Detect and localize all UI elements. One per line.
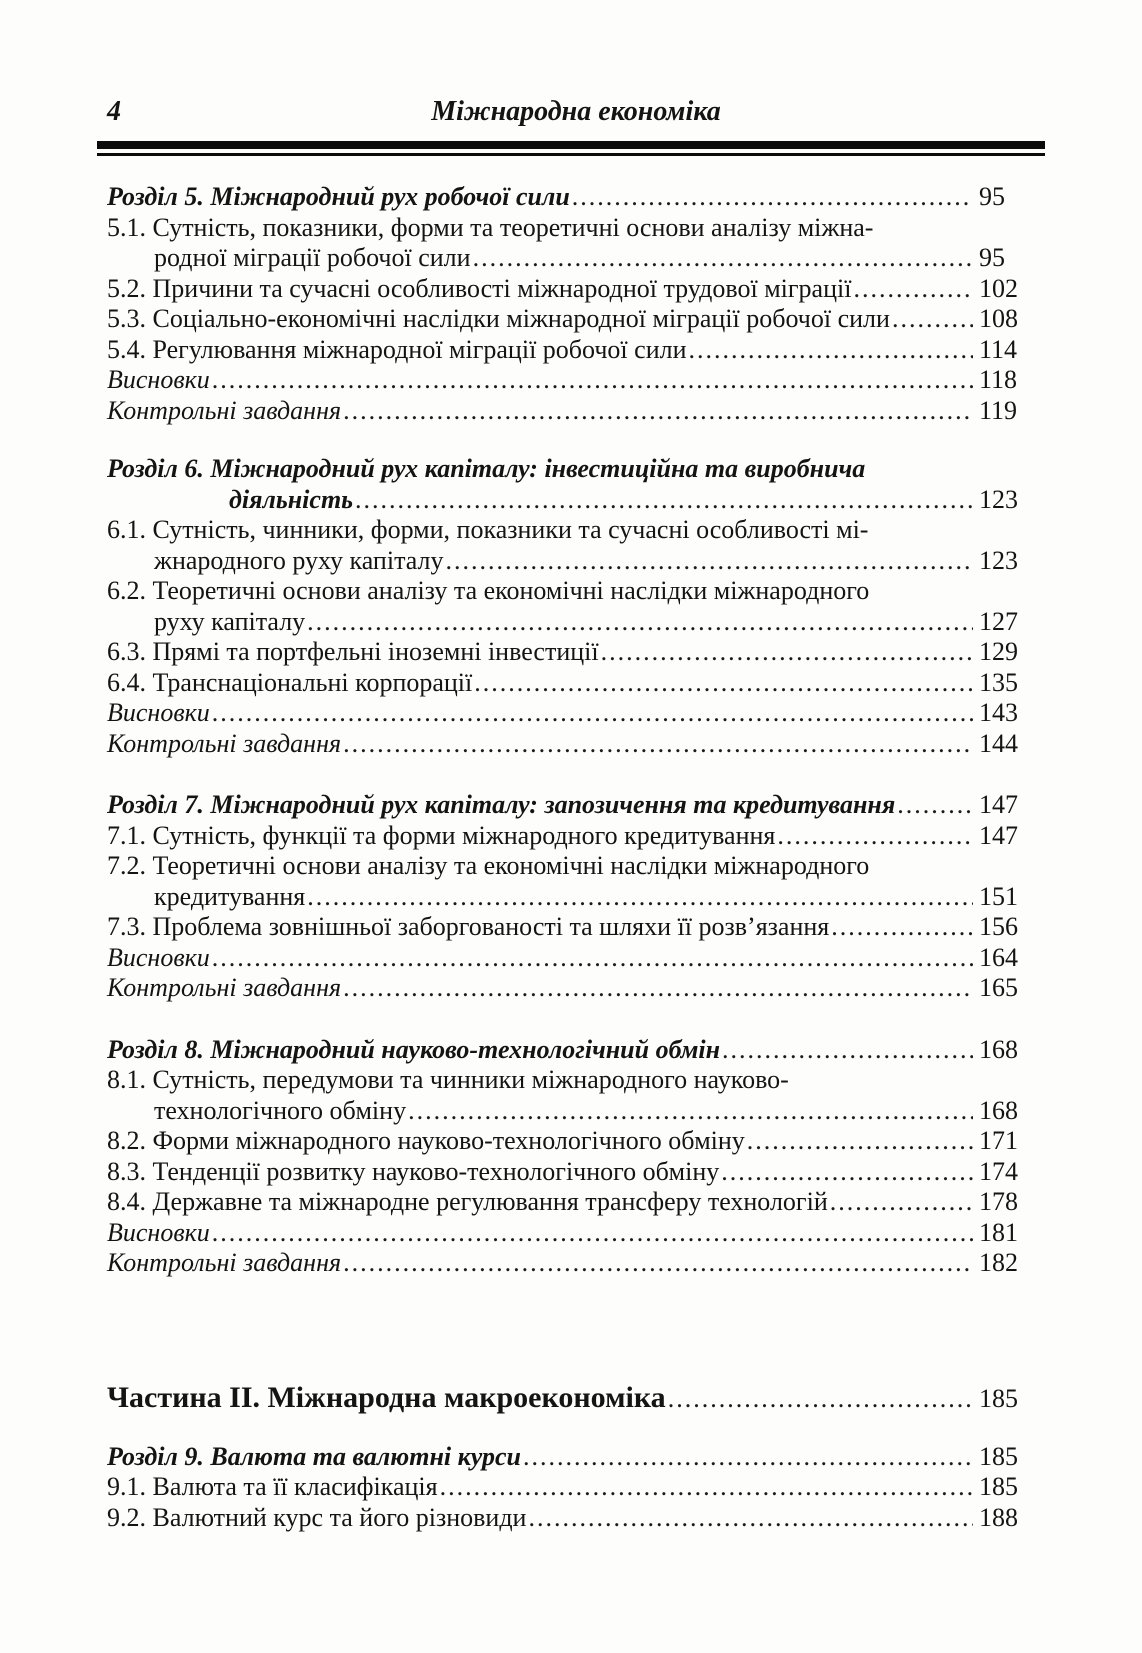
dot-leader (212, 1218, 973, 1249)
dot-leader (474, 668, 973, 699)
toc-entry-conclusions (97, 698, 1045, 729)
dot-leader (307, 607, 973, 638)
entry-title: Контрольні завдання (107, 395, 342, 425)
entry-page: 164 (979, 942, 1018, 972)
dot-leader (408, 1096, 973, 1127)
entry-title: 8.2. Форми міжнародного науково-технологічного обміну (107, 1126, 745, 1155)
dot-leader (721, 1157, 973, 1188)
entry-page: 168 (979, 1034, 1018, 1064)
dot-leader (343, 396, 973, 427)
entry-title: Висновки (107, 1217, 210, 1247)
entry-page: 135 (979, 667, 1018, 697)
entry-title: Розділ 8. Міжнародний науково-технологічний обмін (107, 1034, 721, 1064)
toc-entry-section (97, 912, 1045, 943)
entry-title: Розділ 6. Міжнародний рух капіталу: інвестиційна та виробнича (107, 454, 866, 483)
dot-leader (212, 943, 973, 974)
entry-page: 151 (979, 881, 1018, 911)
toc-entry-chapter (97, 454, 1045, 485)
entry-page: 174 (979, 1156, 1018, 1186)
dot-leader (747, 1126, 973, 1157)
toc-entry-conclusions (97, 1218, 1045, 1249)
entry-title: 9.2. Валютний курс та його різновиди (107, 1502, 527, 1532)
entry-title: 6.3. Прямі та портфельні іноземні інвестиції (107, 637, 599, 666)
toc-entry-section (97, 335, 1045, 366)
toc-entry-control-tasks (97, 973, 1045, 1004)
dot-leader (212, 698, 973, 729)
entry-title: 5.2. Причини та сучасні особливості міжнародної трудової міграції (107, 273, 852, 303)
entry-title: Розділ 5. Міжнародний рух робочої сили (107, 182, 570, 211)
entry-page: 182 (979, 1248, 1018, 1277)
toc-entry-chapter (97, 790, 1045, 821)
entry-title: кредитування (154, 881, 306, 911)
toc-entry-section (97, 1157, 1045, 1188)
entry-title: жнародного руху капіталу (154, 545, 444, 575)
entry-page: 188 (979, 1502, 1018, 1532)
entry-page: 95 (979, 182, 1005, 211)
toc-entry-conclusions (97, 943, 1045, 974)
entry-page: 178 (979, 1187, 1018, 1216)
dot-leader (523, 1442, 973, 1473)
dot-leader (212, 365, 973, 396)
toc-entry-chapter (97, 1035, 1045, 1066)
entry-page: 102 (979, 273, 1018, 303)
toc-entry-continuation (97, 1096, 1045, 1127)
dot-leader (446, 546, 974, 577)
toc-entry-section (97, 274, 1045, 305)
toc-chapter-9 (97, 1442, 1045, 1534)
running-title: Міжнародна економіка (431, 96, 721, 127)
header-rule-thin (97, 153, 1045, 156)
entry-page: 147 (979, 820, 1018, 850)
entry-page: 185 (979, 1383, 1018, 1413)
entry-title: 7.2. Теоретичні основи аналізу та економічні наслідки міжнародного (107, 851, 870, 880)
entry-title: Розділ 9. Валюта та валютні курси (107, 1441, 521, 1471)
toc-entry-conclusions (97, 365, 1045, 396)
entry-title: 9.1. Валюта та її класифікація (107, 1472, 438, 1501)
entry-title: Висновки (107, 365, 210, 394)
entry-title: Контрольні завдання (107, 728, 342, 758)
entry-page: 147 (979, 790, 1018, 819)
toc-entry-section (97, 576, 1045, 607)
entry-title: родної міграції робочої сили (154, 243, 471, 272)
entry-title: 7.1. Сутність, функції та форми міжнародного кредитування (107, 820, 776, 850)
entry-title: Висновки (107, 698, 210, 727)
toc-entry-continuation (97, 243, 1045, 274)
toc-entry-section (97, 1065, 1045, 1096)
entry-page: 123 (979, 484, 1018, 514)
entry-page: 185 (979, 1472, 1018, 1501)
toc-chapter-7 (97, 790, 1045, 1004)
toc-entry-section (97, 213, 1045, 244)
entry-title: діяльність (229, 484, 354, 514)
entry-page: 95 (979, 243, 1005, 272)
toc-entry-section (97, 821, 1045, 852)
entry-title: 6.1. Сутність, чинники, форми, показники та сучасні особливості мі- (107, 515, 869, 544)
toc-entry-section (97, 1126, 1045, 1157)
entry-page: 119 (979, 395, 1018, 425)
dot-leader (343, 1248, 973, 1279)
toc-entry-chapter-continuation (97, 485, 1045, 516)
dot-leader (528, 1503, 973, 1534)
dot-leader (777, 821, 973, 852)
toc-entry-continuation (97, 882, 1045, 913)
toc-chapter-8 (97, 1035, 1045, 1279)
dot-leader (307, 882, 973, 913)
toc-chapter-5 (97, 182, 1045, 426)
toc-part-2 (97, 1379, 1045, 1418)
dot-leader (473, 243, 973, 274)
dot-leader (668, 1380, 973, 1418)
running-header (97, 96, 1045, 128)
toc-entry-continuation (97, 546, 1045, 577)
toc-entry-control-tasks (97, 729, 1045, 760)
page-number: 4 (107, 96, 121, 127)
entry-page: 118 (979, 365, 1018, 394)
dot-leader (892, 304, 973, 335)
entry-title: руху капіталу (154, 606, 306, 636)
entry-title: 7.3. Проблема зовнішньої заборгованості та шляхи її розв’язання (107, 912, 830, 941)
entry-page: 165 (979, 973, 1018, 1002)
toc-entry-section (97, 851, 1045, 882)
entry-page: 129 (979, 637, 1018, 666)
dot-leader (601, 637, 973, 668)
entry-page: 114 (979, 334, 1018, 364)
dot-leader (830, 1187, 973, 1218)
dot-leader (897, 790, 973, 821)
dot-leader (853, 274, 973, 305)
entry-title: 6.2. Теоретичні основи аналізу та економічні наслідки міжнародного (107, 576, 870, 605)
header-rule-thick (97, 141, 1045, 149)
dot-leader (831, 912, 973, 943)
entry-page: 143 (979, 698, 1018, 727)
entry-page: 144 (979, 728, 1018, 758)
toc-entry-section (97, 304, 1045, 335)
entry-page: 108 (979, 304, 1018, 333)
entry-title: Контрольні завдання (107, 973, 342, 1002)
entry-title: технологічного обміну (154, 1095, 407, 1125)
toc-entry-section (97, 1187, 1045, 1218)
toc-entry-section (97, 515, 1045, 546)
dot-leader (343, 973, 973, 1004)
dot-leader (355, 485, 973, 516)
entry-title: 6.4. Транснаціональні корпорації (107, 667, 473, 697)
entry-title: 8.1. Сутність, передумови та чинники міжнародного науково- (107, 1065, 789, 1094)
entry-title: 5.4. Регулювання міжнародної міграції робочої сили (107, 334, 687, 364)
entry-title: Висновки (107, 942, 210, 972)
toc-entry-continuation (97, 607, 1045, 638)
toc-entry-section (97, 1503, 1045, 1534)
table-of-contents (97, 182, 1045, 1533)
toc-entry-control-tasks (97, 396, 1045, 427)
toc-chapter-6 (97, 454, 1045, 759)
entry-title: Частина II. Міжнародна макроекономіка (107, 1380, 666, 1414)
toc-entry-section (97, 668, 1045, 699)
entry-page: 171 (979, 1126, 1018, 1155)
entry-page: 185 (979, 1441, 1018, 1471)
toc-entry-section (97, 1472, 1045, 1503)
toc-entry-chapter (97, 1442, 1045, 1473)
toc-entry-chapter (97, 182, 1045, 213)
entry-page: 168 (979, 1095, 1018, 1125)
entry-page: 156 (979, 912, 1018, 941)
entry-title: 5.3. Соціально-економічні наслідки міжнародної міграції робочої сили (107, 304, 890, 333)
toc-entry-control-tasks (97, 1248, 1045, 1279)
dot-leader (343, 729, 973, 760)
toc-entry-section (97, 637, 1045, 668)
dot-leader (722, 1035, 973, 1066)
entry-title: Розділ 7. Міжнародний рух капіталу: запозичення та кредитування (107, 790, 896, 819)
dot-leader (572, 182, 973, 213)
entry-page: 181 (979, 1217, 1018, 1247)
entry-page: 127 (979, 606, 1018, 636)
entry-title: 8.4. Державне та міжнародне регулювання трансферу технологій (107, 1187, 828, 1216)
entry-title: 8.3. Тенденції розвитку науково-технологічного обміну (107, 1156, 720, 1186)
entry-title: Контрольні завдання (107, 1248, 342, 1277)
dot-leader (689, 335, 974, 366)
dot-leader (440, 1472, 973, 1503)
entry-page: 123 (979, 545, 1018, 575)
entry-title: 5.1. Сутність, показники, форми та теоретичні основи аналізу міжна- (107, 212, 874, 242)
